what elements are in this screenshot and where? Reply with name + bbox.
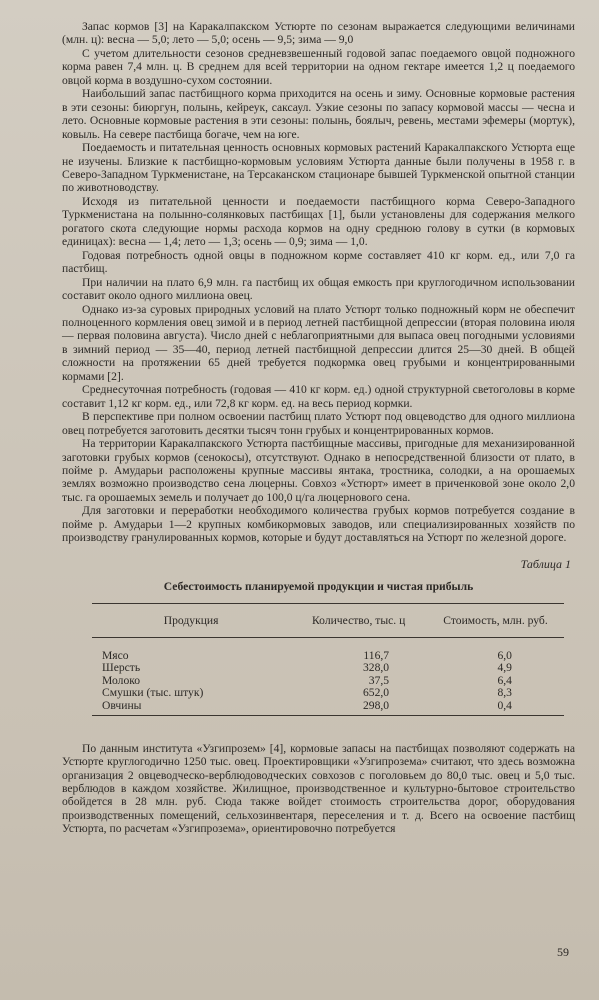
header-quantity: Количество, тыс. ц xyxy=(290,603,427,637)
cell-quantity: 328,0 xyxy=(362,661,390,675)
cell-product: Мясо xyxy=(102,648,129,662)
cell-cost: 6,0 xyxy=(497,648,512,662)
cell-quantity: 37,5 xyxy=(368,673,390,687)
table-row xyxy=(92,637,564,662)
cell-cost: 4,9 xyxy=(497,661,512,675)
cell-cost: 6,4 xyxy=(497,673,512,687)
page-number: 59 xyxy=(557,945,569,959)
header-product: Продукция xyxy=(92,603,290,637)
paragraph: В перспективе при полном освоении пастбищ плато Устюрт под овцеводство для одного миллиона овец потребуется заготовить десятки тысяч тонн грубых и концентрированных кормов. xyxy=(62,410,575,437)
paragraph: Наибольший запас пастбищного корма приходится на осень и зиму. Основные кормовые растения в эти сезоны: биюргун, полынь, кейреук, саксаул. Узкие сезоны по запасу кормовой массы — чесна и лето. Основные кормовые растения в эти сезоны: полынь, боялыч, ревень, местами эфемеры (мортук), ковыль. На севере пастбища богаче, чем на юге. xyxy=(62,87,575,141)
paragraph: Годовая потребность одной овцы в подножном корме составляет 410 кг корм. ед., или 7,0 га пастбищ. xyxy=(62,248,575,276)
paragraph: Для заготовки и переработки необходимого количества грубых кормов потребуется создание в пойме р. Амударьи 1—2 крупных комбикормовых заводов, или специализированных хозяйств по производству гранулированных кормов, которые и будут доставляться на Устюрт по железной дороге. xyxy=(62,504,575,545)
paragraph: Исходя из питательной ценности и поедаемости пастбищного корма Северо-Западного Туркменистана на полынно-солянковых пастбищах [1], были установлены для содержания мелкого рогатого скота следующие нормы расхода кормов на одну среднюю голову в сутки (в кормовых единицах): весна — 1,4; лето — 1,3; осень — 0,9; зима — 1,0. xyxy=(62,194,575,249)
cell-product: Шерсть xyxy=(102,661,141,675)
table-header-row xyxy=(92,603,564,637)
paragraph: Среднесуточная потребность (годовая — 410 кг корм. ед.) одной структурной светоголовы в корме составит 1,12 кг корм. ед., или 72,8 кг корм. ед. на весь период кормки. xyxy=(62,383,575,410)
cell-product: Смушки (тыс. штук) xyxy=(102,686,204,700)
paragraph: По данным института «Узгипрозем» [4], кормовые запасы на пастбищах позволяют содержать на Устюрте круглогодично 1250 тыс. овец. Проектировщики «Узгипрозема» считают, что здесь возможна организация 2 овцеводческо-верблюдоводческих совхозов с поголовьем до 80,0 тыс. овец и 5,0 тыс. верблюдов в каждом хозяйстве. Жилищное, производственное и культурно-бытовое строительство обойдется в 28 млн. руб. Сюда также войдет стоимость строительства дорог, оборудования производственных помещений, сельхозинвентаря, переселения и т. д. Всего на освоение пастбищ Устюрта, по расчетам «Узгипрозема», ориентировочно потребуется xyxy=(62,741,575,836)
cell-cost: 0,4 xyxy=(427,700,564,715)
cell-quantity: 116,7 xyxy=(363,648,390,662)
cell-quantity: 652,0 xyxy=(362,686,390,700)
table-row xyxy=(92,687,564,700)
paragraph: На территории Каракалпакского Устюрта пастбищные массивы, пригодные для механизированной заготовки грубых кормов (сенокосы), отсутствуют. Однако в непосредственной близости от плато, в пойме р. Амударьи расположены крупные массивы янтака, тростника, солодки, а на орошаемых землях возможно производство сена люцерны. Совхоз «Устюрт» имеет в приченковой зоне около 2,0 тыс. га орошаемых земель и получает до 100,0 ц/га люцернового сена. xyxy=(62,437,575,504)
table-caption: Таблица 1 xyxy=(520,556,571,571)
paragraph: Запас кормов [3] на Каракалпакском Устюрте по сезонам выражается следующими величинами (млн. ц): весна — 5,0; лето — 5,0; осень — 9,5; зима — 9,0 xyxy=(62,20,575,47)
body-text-top xyxy=(62,20,575,545)
body-text-bottom xyxy=(62,742,575,836)
paragraph: При наличии на плато 6,9 млн. га пастбищ их общая емкость при круглогодичном использовании составит около одного миллиона овец. xyxy=(62,275,575,303)
paragraph: Однако из-за суровых природных условий на плато Устюрт только подножный корм не обеспечит полноценного кормления овец зимой и в период летней пастбищной депрессии (вторая половина июля — первая половина августа). Число дней с неблагоприятными для выпаса овец погодными условиями в зимний период — 35—40, период летней пастбищной депрессии длится 25—30 дней. В общей сложности на протяжении 65 дней требуется подкормка овец грубыми и концентрированными кормами [2]. xyxy=(62,302,575,383)
cell-quantity: 298,0 xyxy=(290,700,427,715)
table-row xyxy=(92,700,564,715)
paragraph: С учетом длительности сезонов средневзвешенный годовой запас поедаемого овцой подножного корма равен 7,4 млн. ц. В среднем для всей территории на одном гектаре имеется 1,2 ц поедаемого овцой корма в воздушно-сухом состоянии. xyxy=(62,46,575,87)
data-table xyxy=(92,603,564,716)
cell-product: Молоко xyxy=(102,673,141,687)
cell-product: Овчины xyxy=(92,700,290,715)
paragraph: Поедаемость и питательная ценность основных кормовых растений Каракалпакского Устюрта еще не изучены. Близкие к пастбищно-кормовым условиям Устюрта данные были получены в 1958 г. в Северо-Западном Туркменистане, на Терсаканском стационаре бывшей Туркменской опытной станции по животноводству. xyxy=(62,141,575,195)
table-row xyxy=(92,662,564,675)
header-cost: Стоимость, млн. руб. xyxy=(427,603,564,637)
cell-cost: 8,3 xyxy=(497,686,512,700)
table-title: Себестоимость планируемой продукции и чистая прибыль xyxy=(163,579,474,593)
